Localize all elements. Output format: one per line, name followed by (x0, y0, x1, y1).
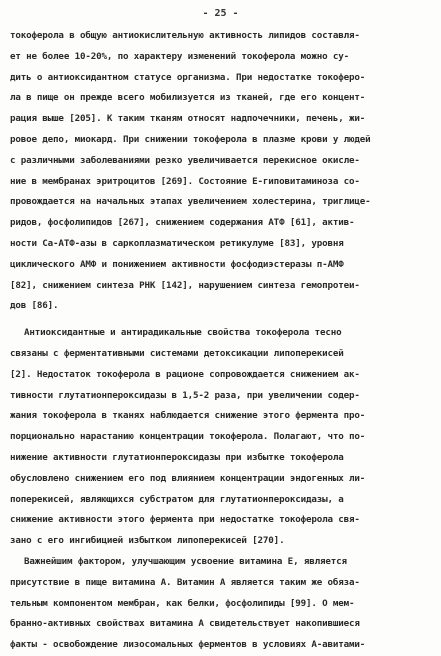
text-line: зано с его ингибицией избытком липоперекисей [270]. (10, 535, 285, 547)
text-line: рация выше [205]. К таким тканям относят надпочечники, печень, жи- (10, 113, 366, 125)
text-line: присутствие в пище витамина А. Витамин А является таким же обяза- (10, 576, 360, 588)
text-line: ла в пище он прежде всего мобилизуется из тканей, где его концент- (10, 92, 366, 104)
text-line: ровое депо, миокард. При снижении токоферола в плазме крови у людей (10, 133, 371, 145)
text-line: токоферола в общую антиокислительную активность липидов составля- (10, 30, 360, 41)
text-line: провождается на начальных этапах увеличением холестерина, триглице- (10, 196, 371, 208)
text-line: тивности глутатионпероксидазы в 1,5-2 раза, при увеличении содер- (10, 389, 360, 401)
text-line: дить о антиоксидантном статусе организма. При недостатке токоферо- (10, 71, 366, 83)
body-text (10, 26, 430, 656)
text-line: связаны с ферментативными системами детоксикации липоперекисей (10, 347, 344, 359)
text-line: тельным компонентом мембран, как белки, фосфолипиды [99]. О мем- (10, 597, 355, 609)
text-line: факты - освобождение лизосомальных ферментов в условиях А-авитами- (10, 639, 366, 651)
text-line: [82], снижением синтеза РНК [142], нарушением синтеза гемопротеи- (10, 279, 360, 291)
text-line: жания токоферола в тканях наблюдается снижение этого фермента про- (10, 410, 366, 422)
text-line: с различными заболеваниями резко увеличивается перекисное окисле- (10, 154, 360, 166)
text-line: ности Са-АТФ-азы в саркоплазматическом ретикулуме [83], уровня (10, 237, 344, 249)
paragraph-start-line: Антиоксидантные и антирадикальные свойства токоферола тесно (24, 327, 342, 339)
text-line: ридов, фосфолипидов [267], снижением содержания АТФ [61], актив- (10, 217, 355, 229)
text-line: поперекисей, являющихся субстратом для глутатионпероксидазы, а (10, 493, 344, 505)
text-line: порционально нарастанию концентрации токоферола. Полагают, что по- (10, 431, 366, 443)
text-line: нижение активности глутатионпероксидазы при избытке токоферола (10, 451, 344, 463)
text-line: [2]. Недостаток токоферола в рационе сопровождается снижением ак- (10, 368, 360, 380)
text-line: ние в мембранах эритроцитов [269]. Состояние Е-гиповитаминоза со- (10, 175, 360, 187)
text-line: обусловлено снижением его под влиянием концентрации эндогенных ли- (10, 472, 366, 484)
text-line: циклического АМФ и понижением активности фосфодиэстеразы п-АМФ (10, 258, 344, 270)
text-line: ет не более 10-20%, по характеру изменений токоферола можно су- (10, 50, 350, 62)
text-line: бранно-активных свойствах витамина А свидетельствует накопившиеся (10, 618, 360, 630)
paragraph-start-line: Важнейшим фактором, улучшающим усвоение витамина Е, является (24, 555, 347, 567)
text-line: дов [86]. (10, 300, 59, 312)
page-number: - 25 - (202, 8, 239, 19)
text-line: снижение активности этого фермента при недостатке токоферола свя- (10, 514, 360, 526)
